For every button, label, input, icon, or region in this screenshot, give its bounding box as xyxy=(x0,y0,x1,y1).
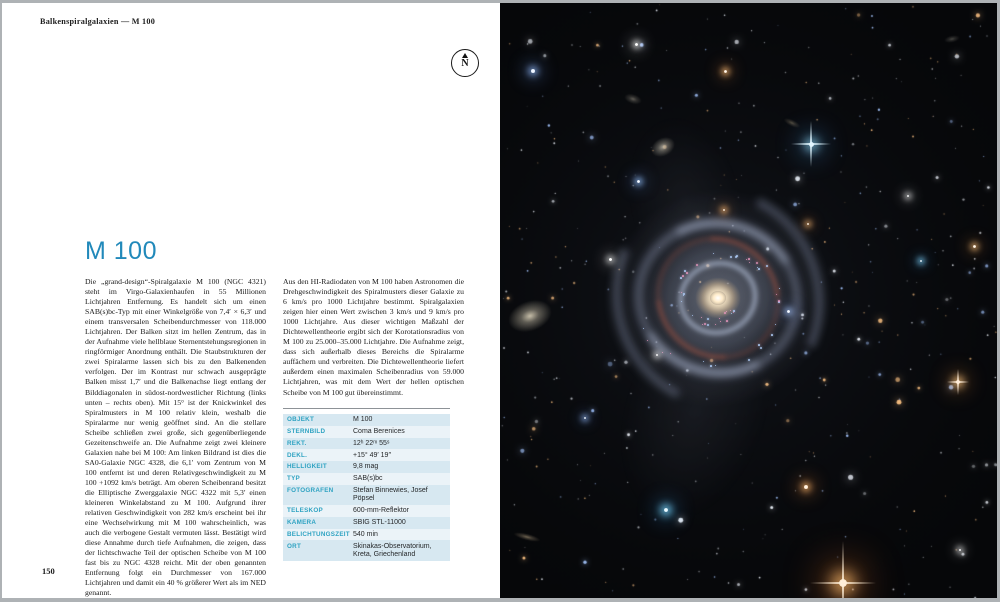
table-row-value: Stefan Binnewies, Josef Pöpsel xyxy=(353,486,428,503)
running-header: Balkenspiralgalaxien — M 100 xyxy=(40,17,156,26)
star-cluster-dot xyxy=(736,255,738,257)
bright-star xyxy=(635,43,638,46)
star-cluster-dot xyxy=(683,293,685,295)
table-row-label: HELLIGKEIT xyxy=(287,463,327,471)
table-row xyxy=(283,485,450,505)
table-row xyxy=(283,473,450,485)
bright-star xyxy=(973,245,976,248)
diffraction-spike xyxy=(842,541,844,598)
table-row-value: M 100 xyxy=(353,416,373,424)
table-row-value: 600-mm-Reflektor xyxy=(353,507,410,515)
hii-region-dot xyxy=(726,311,727,312)
star-cluster-dot xyxy=(692,315,693,316)
hii-region-dot xyxy=(778,300,780,302)
page-title: M 100 xyxy=(85,237,157,265)
diffraction-spike xyxy=(947,381,969,383)
hii-region-dot xyxy=(701,317,702,318)
hii-region-dot xyxy=(682,275,684,277)
table-row-label: FOTOGRAFEN xyxy=(287,486,334,494)
table-row-label: BELICHTUNGSZEIT xyxy=(287,530,350,538)
hii-region-dot xyxy=(746,259,747,260)
table-top-rule xyxy=(283,408,450,409)
table-row-label: ORT xyxy=(287,542,302,550)
hii-region-dot xyxy=(719,318,720,319)
bright-star xyxy=(637,180,640,183)
table-row-label: OBJEKT xyxy=(287,416,315,424)
table-row xyxy=(283,461,450,473)
hii-region-dot xyxy=(720,321,721,322)
hii-region-dot xyxy=(748,258,750,260)
star-cluster-dot xyxy=(730,256,732,258)
table-row-value: 540 min xyxy=(353,530,378,538)
table-row-label: TYP xyxy=(287,475,300,483)
galaxy-core xyxy=(710,291,726,305)
table-row-value: 9,8 mag xyxy=(353,463,379,471)
diffraction-spike xyxy=(791,143,831,145)
bright-star xyxy=(609,258,612,261)
table-row xyxy=(283,505,450,517)
table-row-label: KAMERA xyxy=(287,519,317,527)
hii-region-dot xyxy=(686,272,688,274)
table-row-label: DEKL. xyxy=(287,451,308,459)
table-row xyxy=(283,529,450,541)
object-data-table xyxy=(283,414,450,561)
astrophoto-page xyxy=(500,3,997,598)
diffraction-spike xyxy=(810,582,876,584)
bright-star xyxy=(724,70,727,73)
table-row-value: 12ʰ 22ᵐ 55ˢ xyxy=(353,439,390,447)
star-cluster-dot xyxy=(766,265,768,267)
table-row xyxy=(283,438,450,450)
table-row xyxy=(283,517,450,529)
table-row-value: SBIG STL-11000 xyxy=(353,519,406,527)
star-cluster-dot xyxy=(710,365,712,367)
table-row-value: Coma Berenices xyxy=(353,427,405,435)
bright-star xyxy=(531,69,535,73)
hii-region-dot xyxy=(726,320,728,322)
table-row xyxy=(283,426,450,438)
star-cluster-dot xyxy=(758,344,760,346)
table-row-label: STERNBILD xyxy=(287,427,326,435)
bright-star xyxy=(787,310,790,313)
table-row-value: SAB(s)bc xyxy=(353,475,383,483)
star-cluster-dot xyxy=(758,268,760,270)
left-text-page xyxy=(2,3,500,598)
bright-star xyxy=(804,485,808,489)
star-cluster-dot xyxy=(707,318,709,320)
table-row-label: REKT. xyxy=(287,439,307,447)
hii-region-dot xyxy=(696,264,698,266)
page-number: 150 xyxy=(42,566,55,576)
table-row xyxy=(283,414,450,426)
compass-north-indicator xyxy=(451,49,479,77)
article-column-1: Die „grand-design“-Spiralgalaxie M 100 (NGC 4321) steht im Virgo-Galaxienhaufen in 55 Millionen Lichtjahren Entfernung. Es handelt sich um einen SAB(s)bc-Typ mit einer Winkelgröße von 7,4′ × 6,3′ und einem transversalen Scheibendurchmesser von 118.000 Lichtjahren. Der Balken sitzt im hellen Zentrum, das in der Aufnahme viele hellblaue Sternentstehungsregionen in ringförmiger Anordnung enthält. Die Staubstrukturen der zwei Spiralarme lassen sich bis zu den Balkenenden verfolgen. Der im Kontrast nur schwach ausgeprägte Balken misst 1,7′ und die Balkenachse liegt entlang der Bilddiagonalen in südost-nordwestlicher Richtung (links unten – rechts oben). Mit 15° ist der Knickwinkel des Spiralmusters in M 100 relativ klein, weshalb die Spiralarme nur wenig geöffnet sind. An die stellare Scheibe schließen zwei große, sich gegenüberliegende Gezeitenschweife an. Die Aufnahme zeigt zwei kleinere Galaxien nahe bei M 100: Am linken Bildrand ist dies die SA0-Galaxie NGC 4328, die 6,1′ vom Zentrum von M 100 entfernt ist und deren Relativgeschwindigkeit zu M 100 +1092 km/s beträgt. Am oberen Scheibenrand besitzt die Elliptische Zwerggalaxie NGC 4322 mit 5,3′ einen kleineren Winkelabstand zu M 100. Aufgrund ihrer relativen Geschwindigkeit von 282 km/s erscheint bei ihr eine Wechselwirkung mit M 100 wahrscheinlich, was auch die verbogene Gestalt vermuten lässt. Bestätigt wird diese Annahme durch tiefe Aufnahmen, die zeigen, dass der lichtschwache Teil der optischen Scheibe von M 100 fast bis zu NGC 4328 reicht. Mit der oben genannten Entfernung folgt ein Durchmesser von 167.000 Lichtjahren und damit ein 40 % größerer Wert als im NED genannt. xyxy=(85,277,266,598)
table-row-label: TELESKOP xyxy=(287,507,323,515)
north-arrow-icon xyxy=(462,53,468,58)
table-row-value: +15° 49′ 19″ xyxy=(353,451,391,459)
compass-north-label: N xyxy=(461,58,469,69)
table-row-value: Skinakas-Observatorium, Kreta, Griechenland xyxy=(353,542,432,559)
article-column-2-text: Aus den HI-Radiodaten von M 100 haben Astronomen die Drehgeschwindigkeit des Spiralmusters dieser Galaxie zu 6 km/s pro 1000 Lichtjahre bestimmt. Spiralgalaxien zeigen hier einen Wert zwischen 3 km/s und 9 km/s pro 1000 Lichtjahre. Aus dieser wichtigen Maßzahl der Dichtewellentheorie ergibt sich der Korotationsradius von M 100 zu 25.000–35.000 Lichtjahre. Die Aufnahme zeigt, dass sich außerhalb dieses Bereichs die Spiralarme auffächern und verbreiten. Die Dichtewellentheorie liefert außerdem einen maximalen Scheibenradius von 59.000 Lichtjahren, was mit dem Wert der hellen optischen Scheibe von M 100 gut übereinstimmt. xyxy=(283,277,464,397)
star-cluster-dot xyxy=(680,277,682,279)
bright-star xyxy=(664,508,668,512)
table-row xyxy=(283,449,450,461)
hii-region-dot xyxy=(704,323,706,325)
star-cluster-dot xyxy=(771,334,773,336)
table-row xyxy=(283,540,450,560)
